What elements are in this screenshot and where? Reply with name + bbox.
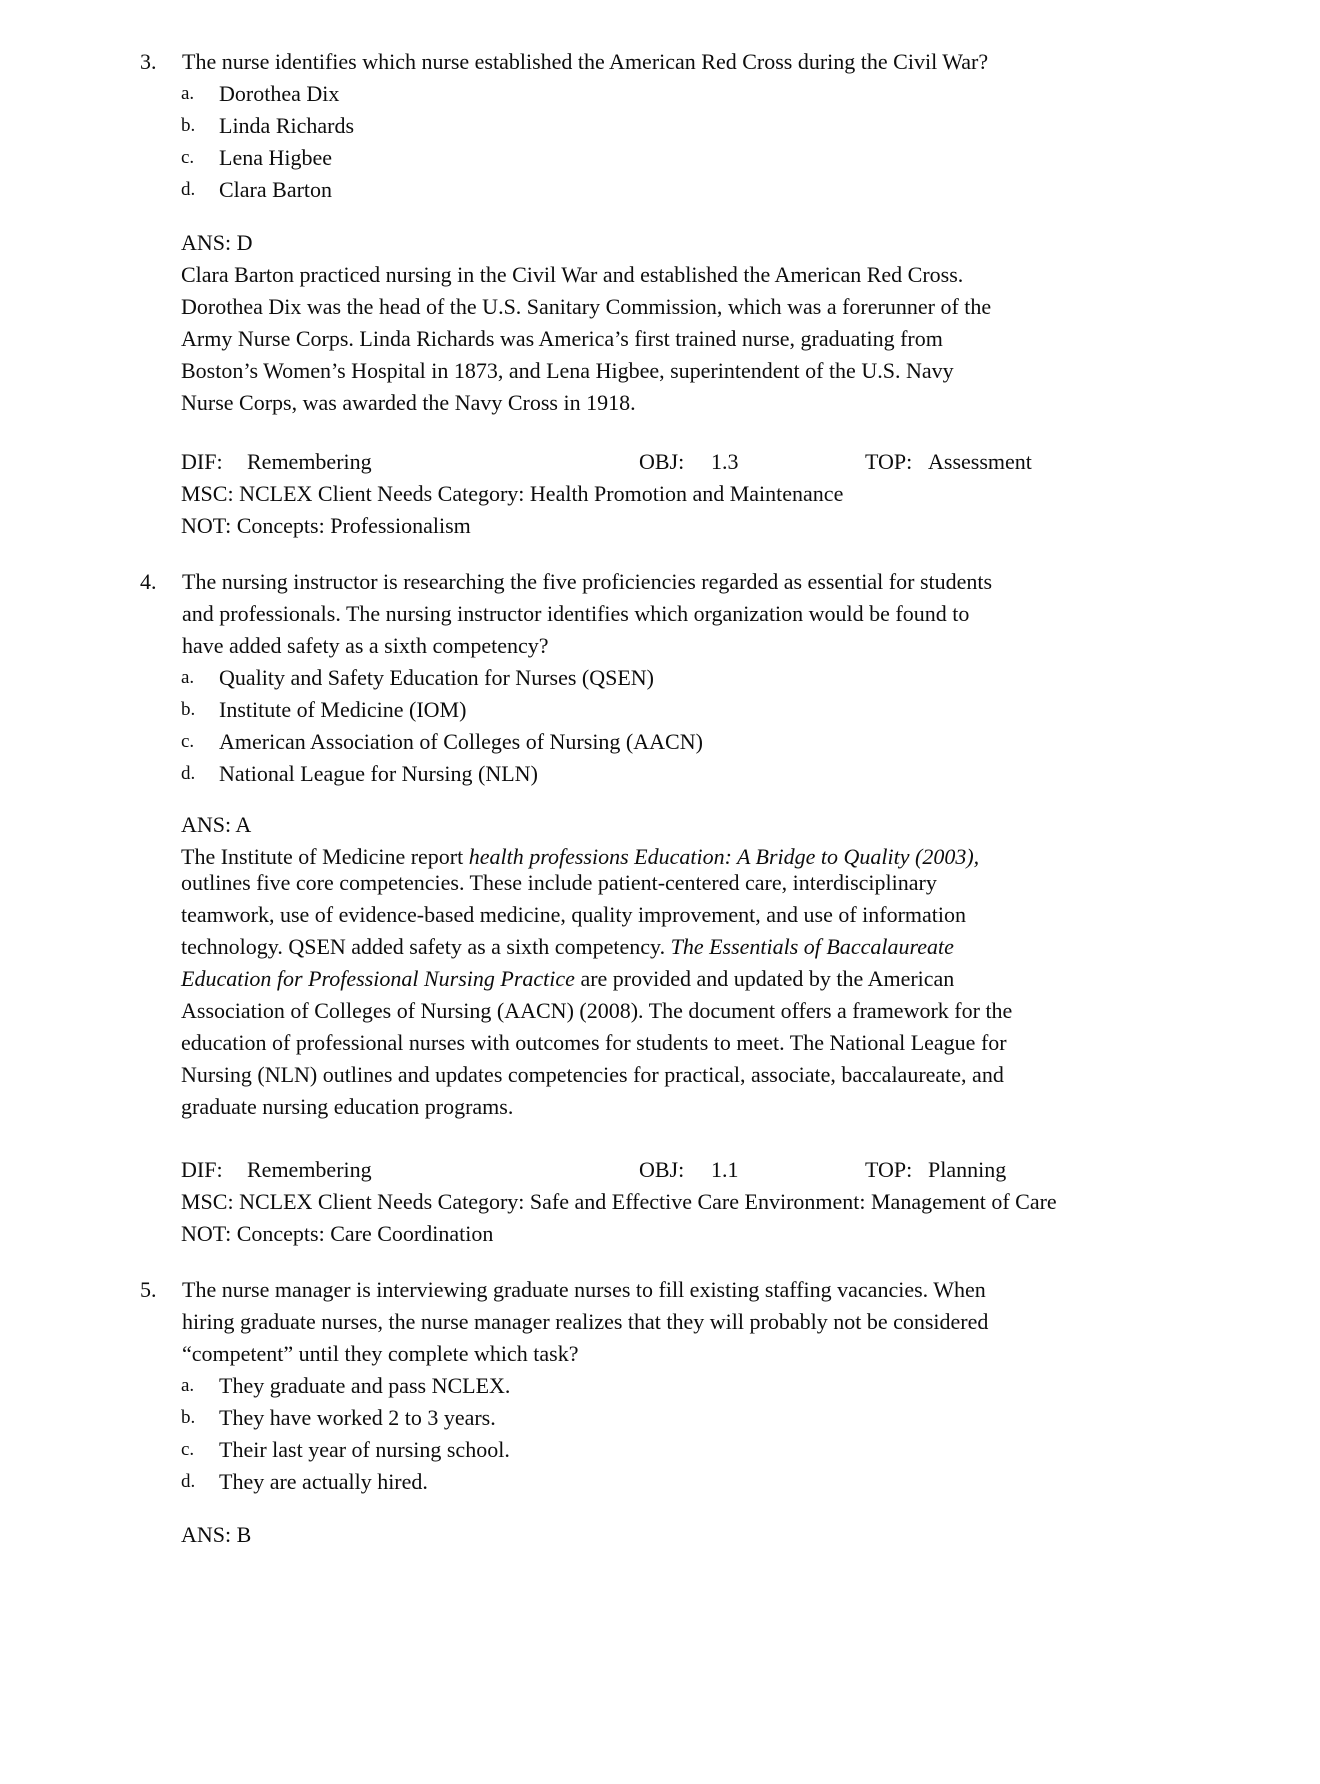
option-letter: c. <box>181 731 195 752</box>
option-row <box>181 78 1320 110</box>
dif-label: DIF: <box>181 449 223 474</box>
option-letter: d. <box>181 1471 196 1492</box>
option-row <box>181 174 1320 206</box>
option-text: Clara Barton <box>219 177 333 202</box>
option-text: American Association of Colleges of Nursing (AACN) <box>219 729 703 754</box>
question-number: 4. <box>140 569 157 594</box>
option-letter: b. <box>181 115 196 136</box>
option-text: Linda Richards <box>219 113 355 138</box>
option-letter: c. <box>181 147 195 168</box>
dif-value: Remembering <box>247 449 372 474</box>
option-letter: d. <box>181 179 196 200</box>
option-text: Their last year of nursing school. <box>219 1437 510 1462</box>
option-text: Dorothea Dix <box>219 81 340 106</box>
answer-line: ANS: B <box>181 1522 252 1547</box>
options-list <box>181 78 1320 206</box>
option-text: Lena Higbee <box>219 145 332 170</box>
options-list <box>181 662 1320 790</box>
option-letter: a. <box>181 83 195 104</box>
question-metadata <box>181 446 1320 542</box>
question-4-block <box>140 566 1320 1250</box>
question-5-block <box>140 1274 1320 1551</box>
msc-line: MSC: NCLEX Client Needs Category: Safe and Effective Care Environment: Management of Care <box>181 1189 1057 1214</box>
top-value: Assessment <box>928 449 1032 474</box>
option-row <box>181 1434 1320 1466</box>
answer-block <box>181 1519 1320 1551</box>
dif-obj-top-row <box>181 446 1320 478</box>
option-text: Institute of Medicine (IOM) <box>219 697 467 722</box>
option-row <box>181 142 1320 174</box>
option-letter: b. <box>181 1407 196 1428</box>
msc-line: MSC: NCLEX Client Needs Category: Health Promotion and Maintenance <box>181 481 844 506</box>
question-stem: The nursing instructor is researching the five proficiencies regarded as essential for students and professionals. The nursing instructor identifies which organization would be found to have added safety as a sixth competency? <box>182 569 993 658</box>
answer-explanation: The Institute of Medicine report health professions Education: A Bridge to Quality (2003), outlines five core competencies. These include patient-centered care, interdisciplinary teamwork, use of evidence-based medicine, quality improvement, and use of information technology. QSEN added safety as a sixth competency. The Essentials of Baccalaureate Education for Professional Nursing Practice are provided and updated by the American Association of Colleges of Nursing (AACN) (2008). The document offers a framework for the education of professional nurses with outcomes for students to meet. The National League for Nursing (NLN) outlines and updates competencies for practical, associate, baccalaureate, and graduate nursing education programs. <box>181 844 1013 1119</box>
option-text: Quality and Safety Education for Nurses (QSEN) <box>219 665 655 690</box>
not-line: NOT: Concepts: Professionalism <box>181 513 471 538</box>
options-list <box>181 1370 1320 1498</box>
obj-label: OBJ: <box>639 449 685 474</box>
option-text: They are actually hired. <box>219 1469 428 1494</box>
option-row <box>181 110 1320 142</box>
not-line: NOT: Concepts: Care Coordination <box>181 1221 494 1246</box>
option-row <box>181 1466 1320 1498</box>
question-metadata <box>181 1154 1320 1250</box>
option-text: They have worked 2 to 3 years. <box>219 1405 496 1430</box>
option-letter: a. <box>181 667 195 688</box>
answer-block <box>181 809 1320 1123</box>
question-number: 5. <box>140 1277 157 1302</box>
dif-value: Remembering <box>247 1157 372 1182</box>
top-label: TOP: <box>865 449 913 474</box>
option-letter: b. <box>181 699 196 720</box>
obj-value: 1.1 <box>711 1157 739 1182</box>
option-row <box>181 1370 1320 1402</box>
question-stem: The nurse manager is interviewing graduate nurses to fill existing staffing vacancies. When hiring graduate nurses, the nurse manager realizes that they will probably not be considered “competent” until they complete which task? <box>182 1277 989 1366</box>
answer-block <box>181 227 1320 419</box>
option-text: They graduate and pass NCLEX. <box>219 1373 511 1398</box>
question-3-block <box>140 46 1320 542</box>
answer-line: ANS: A <box>181 812 252 837</box>
option-row <box>181 694 1320 726</box>
question-number: 3. <box>140 49 157 74</box>
obj-value: 1.3 <box>711 449 739 474</box>
obj-label: OBJ: <box>639 1157 685 1182</box>
question-stem: The nurse identifies which nurse established the American Red Cross during the Civil War? <box>182 49 989 74</box>
top-value: Planning <box>928 1157 1007 1182</box>
option-letter: a. <box>181 1375 195 1396</box>
option-letter: c. <box>181 1439 195 1460</box>
dif-obj-top-row <box>181 1154 1320 1186</box>
option-letter: d. <box>181 763 196 784</box>
option-row <box>181 1402 1320 1434</box>
answer-line: ANS: D <box>181 230 253 255</box>
option-row <box>181 758 1320 790</box>
option-row <box>181 726 1320 758</box>
dif-label: DIF: <box>181 1157 223 1182</box>
option-text: National League for Nursing (NLN) <box>219 761 538 786</box>
top-label: TOP: <box>865 1157 913 1182</box>
option-row <box>181 662 1320 694</box>
answer-explanation: Clara Barton practiced nursing in the Civil War and established the American Red Cross. Dorothea Dix was the head of the U.S. Sanitary Commission, which was a forerunner of the Army Nurse Corps. Linda Richards was America’s first trained nurse, graduating from Boston’s Women’s Hospital in 1873, and Lena Higbee, superintendent of the U.S. Navy Nurse Corps, was awarded the Navy Cross in 1918. <box>181 262 992 415</box>
